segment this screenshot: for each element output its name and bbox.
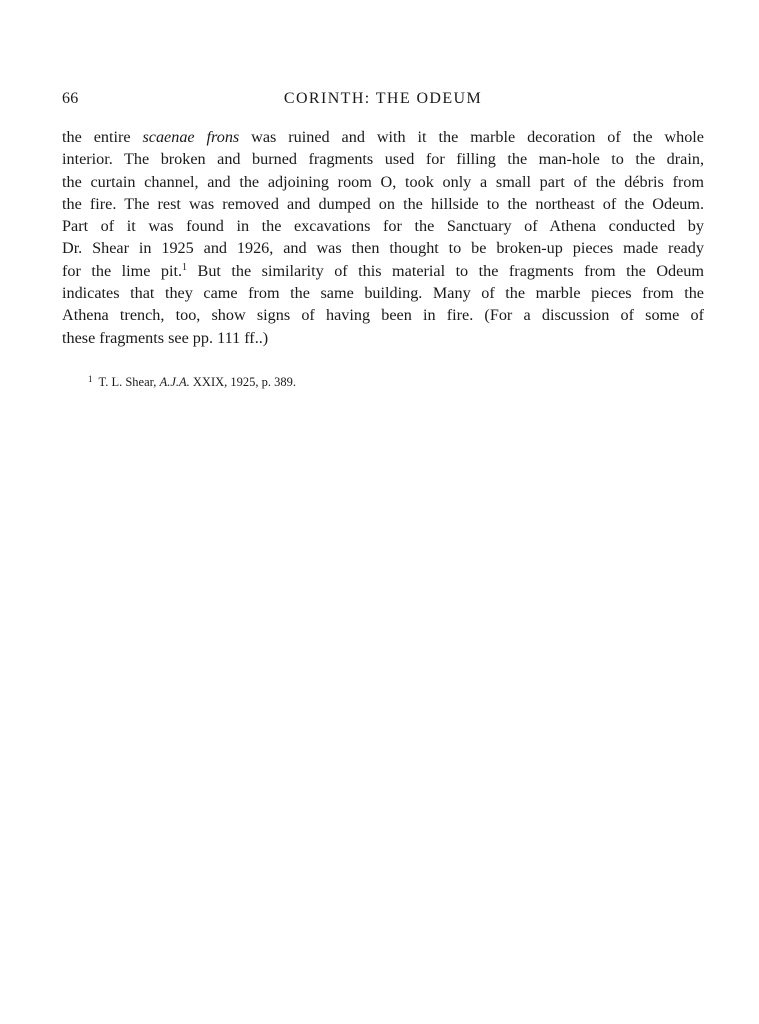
footnote bbox=[88, 371, 296, 390]
page-number: 66 bbox=[62, 90, 79, 107]
text-line-5: Part of it was found in the excavations for the Sanctuary of Athena conducted by bbox=[62, 217, 704, 236]
running-title: CORINTH: THE ODEUM bbox=[283, 90, 483, 107]
text-segment: the entire bbox=[62, 128, 143, 146]
text-line-1 bbox=[62, 126, 704, 148]
footnote-text: T. L. Shear, bbox=[98, 375, 160, 389]
text-line-4: the fire. The rest was removed and dumped on the hillside to the northeast of the Odeum. bbox=[62, 194, 704, 213]
text-segment: for the lime pit. bbox=[62, 261, 183, 280]
text-line-10: these fragments see pp. 111 ff..) bbox=[62, 328, 269, 347]
footnote-journal: A.J.A. bbox=[159, 375, 190, 389]
text-line-7 bbox=[62, 260, 704, 282]
text-line-2: interior. The broken and burned fragments used for filling the man-hole to the drain, bbox=[62, 150, 704, 169]
text-segment: But the similarity of this material to the fragments from the Odeum bbox=[187, 261, 704, 280]
footnote-citation: XXIX, 1925, p. 389. bbox=[189, 375, 297, 389]
text-line-3: the curtain channel, and the adjoining room O, took only a small part of the débris from bbox=[62, 172, 704, 191]
footnote-marker: 1 bbox=[88, 374, 93, 384]
text-segment: was ruined and with it the marble decoration of the whole bbox=[239, 128, 704, 146]
text-line-9: Athena trench, too, show signs of having been in fire. (For a discussion of some of bbox=[62, 306, 704, 325]
text-line-8: indicates that they came from the same building. Many of the marble pieces from the bbox=[62, 284, 704, 303]
footnote-reference: 1 bbox=[182, 261, 188, 273]
italic-term: scaenae frons bbox=[142, 128, 240, 146]
text-line-6: Dr. Shear in 1925 and 1926, and was then thought to be broken-up pieces made ready bbox=[62, 239, 704, 258]
body-paragraph bbox=[62, 126, 704, 349]
running-head bbox=[62, 90, 704, 112]
